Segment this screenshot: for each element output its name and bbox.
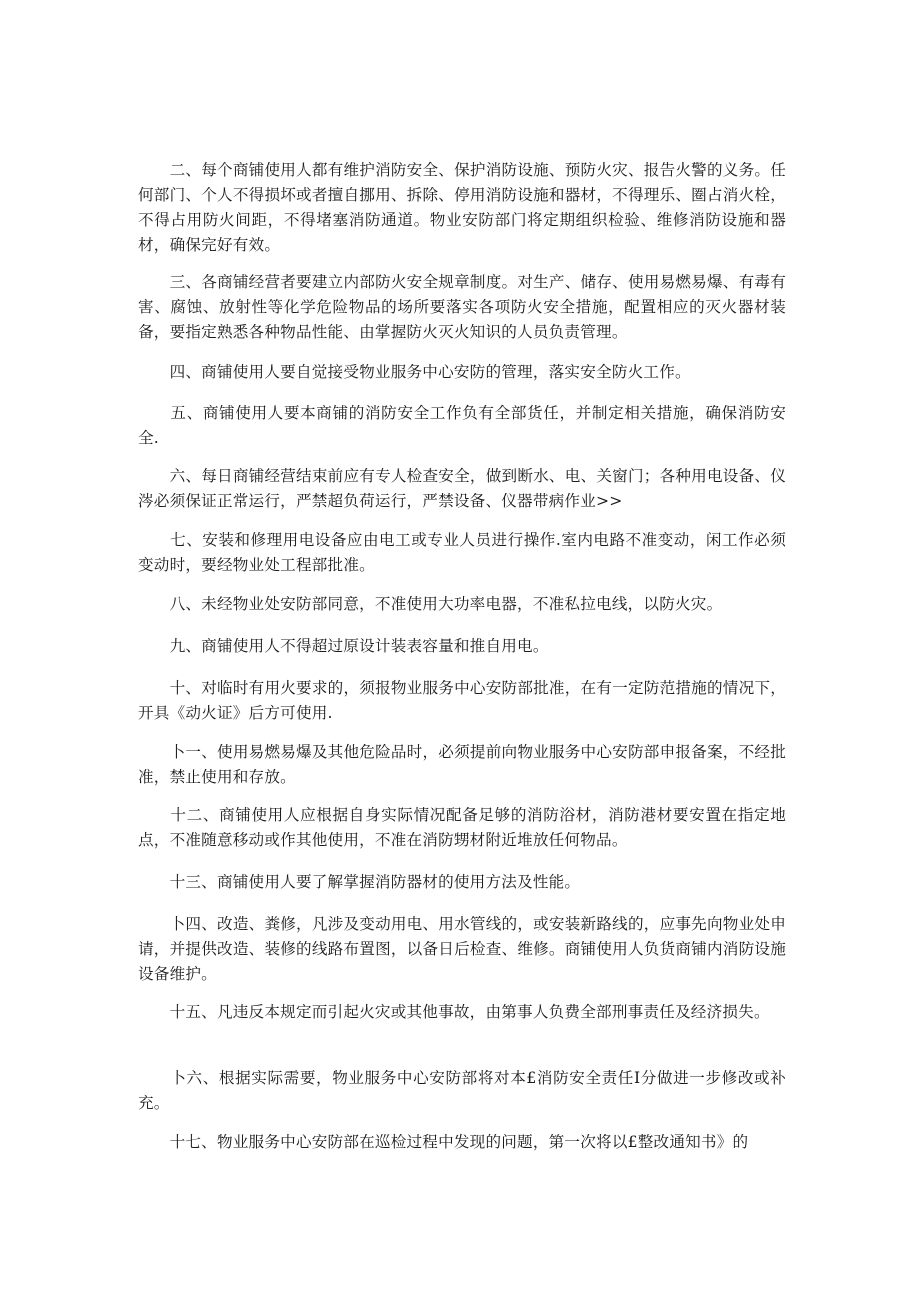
paragraph-15: 十五、凡违反本规定而引起火灾或其他事故，由第事人负费全部刑事责任及经济损失。 — [138, 1003, 770, 1021]
paragraph-7: 七、安装和修理用电设备应由电工或专业人员进行操作.室内电路不准变动，闲工作必须变动时，要经物业处工程部批准。 — [138, 531, 786, 574]
paragraph-12: 十二、商铺使用人应根据自身实际情况配备足够的消防浴材，消防港材要安置在指定地点，不准随意移动或作其他使用，不准在消防甥材附近堆放任何物品。 — [138, 806, 786, 849]
paragraph-6: 六、每日商铺经营结束前应有专人检查安全，做到断水、电、关窗门；各种用电设备、仪涔必须保证正常运行，严禁超负荷运行，严禁设备、仪器带病作业>> — [138, 467, 786, 510]
paragraph-10: 十、对临时有用火要求的，须报物业服务中心安防部批准，在有一定防范措施的情况下，开具《动火证》后方可使用. — [138, 679, 786, 722]
paragraph-11: 卜一、使用易燃易爆及其他危险品时，必须提前向物业服务中心安防部申报备案，不经批准，禁止使用和存放。 — [138, 743, 786, 786]
paragraph-14: 卜四、改造、粪修，凡涉及变动用电、用水管线的，或安装新路线的，应事先向物业处申请，并提供改造、装修的线路布置图，以备日后检查、维修。商铺使用人负货商铺内消防设施设备维护。 — [138, 915, 786, 983]
paragraph-13: 十三、商铺使用人要了解掌握消防器材的使用方法及性能。 — [138, 873, 581, 891]
paragraph-16: 卜六、根据实际需要，物业服务中心安防部将对本£消防安全责任I分做进一步修改或补充。 — [138, 1069, 786, 1112]
paragraph-9: 九、商铺使用人不得超过原设计装表容量和推自用电。 — [138, 637, 549, 655]
paragraph-5: 五、商铺使用人要本商铺的消防安全工作负有全部货任，并制定相关措施，确保消防安全. — [138, 404, 786, 447]
paragraph-2: 二、每个商铺使用人都有维护消防安全、保护消防设施、预防火灾、报告火警的义务。任何部门、个人不得损坏或者擅自挪用、拆除、停用消防设施和器材，不得理乐、圈占消火栓，不得占用防火间距，不得堵塞消防通道。物业安防部门将定期组织检验、维修消防设施和器材，确保完好有效。 — [138, 161, 786, 254]
paragraph-17: 十七、物业服务中心安防部在巡检过程中发现的问题，第一次将以£整改通知书》的 — [138, 1133, 749, 1151]
paragraph-4: 四、商铺使用人要自觉接受物业服务中心安防的管理，落实安全防火工作。 — [138, 363, 691, 381]
paragraph-8: 八、未经物业处安防部同意，不准使用大功率电器，不准私拉电线，以防火灾。 — [138, 595, 723, 613]
paragraph-3: 三、各商铺经营者要建立内部防火安全规章制度。对生产、储存、使用易燃易爆、有毒有害、腐蚀、放射性等化学危险物品的场所要落实各项防火安全措施，配置相应的灭火器材装备，要指定熟悉各种物品性能、由掌握防火灭火知识的人员负责管理。 — [138, 273, 786, 341]
